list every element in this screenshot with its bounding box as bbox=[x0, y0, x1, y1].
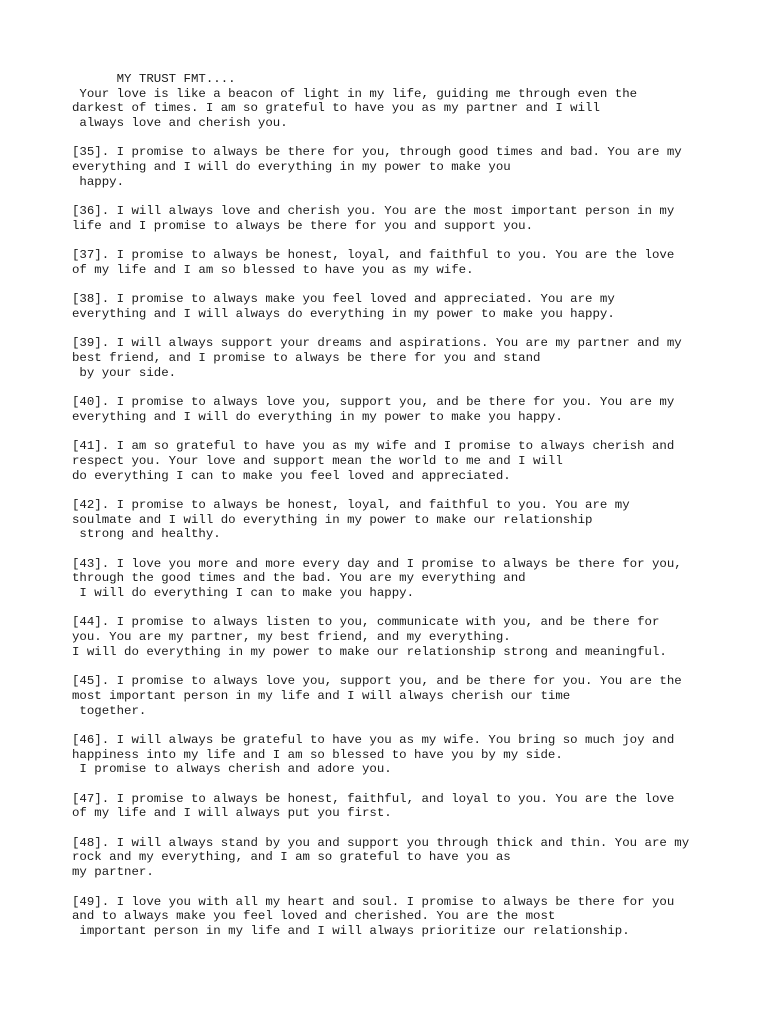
paragraph-line: [46]. I will always be grateful to have you as my wife. You bring so much joy and bbox=[72, 732, 675, 747]
paragraph-line: you. You are my partner, my best friend, and my everything. bbox=[72, 630, 511, 645]
paragraph-line: my partner. bbox=[72, 865, 154, 880]
paragraph-line: [48]. I will always stand by you and support you through thick and thin. You are my bbox=[72, 835, 690, 850]
document-title: MY TRUST FMT.... bbox=[72, 72, 236, 86]
paragraph-42 bbox=[72, 498, 712, 542]
paragraph-line: soulmate and I will do everything in my power to make our relationship bbox=[72, 512, 593, 527]
paragraph-line: I promise to always cherish and adore you. bbox=[72, 762, 392, 777]
paragraph-line: life and I promise to always be there for you and support you. bbox=[72, 218, 534, 233]
paragraph-line: everything and I will always do everything in my power to make you happy. bbox=[72, 307, 615, 321]
paragraph-35 bbox=[72, 145, 712, 189]
paragraph-36 bbox=[72, 204, 712, 233]
paragraph-line: and to always make you feel loved and cherished. You are the most bbox=[72, 909, 556, 924]
paragraph-40 bbox=[72, 395, 712, 424]
paragraph-43 bbox=[72, 557, 712, 601]
paragraph-38 bbox=[72, 292, 712, 321]
intro-line: always love and cherish you. bbox=[72, 116, 288, 131]
paragraph-line: everything and I will do everything in my power to make you bbox=[72, 160, 511, 175]
paragraph-line: I will do everything I can to make you happy. bbox=[72, 586, 415, 601]
paragraph-48 bbox=[72, 836, 712, 880]
paragraph-line: [43]. I love you more and more every day and I promise to always be there for you, bbox=[72, 556, 682, 571]
paragraph-39 bbox=[72, 336, 712, 380]
paragraph-line: [37]. I promise to always be honest, loyal, and faithful to you. You are the love bbox=[72, 248, 675, 263]
paragraph-line: [41]. I am so grateful to have you as my wife and I promise to always cherish and bbox=[72, 439, 675, 454]
paragraph-line: important person in my life and I will always prioritize our relationship. bbox=[72, 923, 630, 938]
paragraph-line: rock and my everything, and I am so grateful to have you as bbox=[72, 850, 511, 865]
paragraph-line: I will do everything in my power to make our relationship strong and meaningful. bbox=[72, 644, 667, 659]
paragraph-line: through the good times and the bad. You are my everything and bbox=[72, 571, 526, 586]
paragraph-line: by your side. bbox=[72, 365, 177, 380]
paragraph-line: everything and I will do everything in my power to make you happy. bbox=[72, 409, 563, 424]
paragraph-line: of my life and I will always put you first. bbox=[72, 806, 392, 821]
intro-line: darkest of times. I am so grateful to have you as my partner and I will bbox=[72, 101, 600, 116]
paragraph-41 bbox=[72, 439, 712, 483]
paragraph-line: happiness into my life and I am so blessed to have you by my side. bbox=[72, 747, 563, 762]
intro-block bbox=[72, 72, 712, 131]
paragraph-line: do everything I can to make you feel loved and appreciated. bbox=[72, 468, 511, 483]
paragraph-line: of my life and I am so blessed to have you as my wife. bbox=[72, 262, 474, 277]
paragraph-line: together. bbox=[72, 703, 147, 718]
paragraph-line: [35]. I promise to always be there for you, through good times and bad. You are my bbox=[72, 145, 682, 160]
paragraph-49 bbox=[72, 895, 712, 939]
paragraph-line: best friend, and I promise to always be there for you and stand bbox=[72, 351, 541, 366]
paragraph-46 bbox=[72, 733, 712, 777]
paragraph-line: [49]. I love you with all my heart and soul. I promise to always be there for you bbox=[72, 894, 675, 909]
paragraph-line: [42]. I promise to always be honest, loyal, and faithful to you. You are my bbox=[72, 497, 630, 512]
paragraph-line: respect you. Your love and support mean the world to me and I will bbox=[72, 453, 563, 468]
paragraph-44 bbox=[72, 615, 712, 659]
paragraph-47 bbox=[72, 792, 712, 821]
paragraph-line: [45]. I promise to always love you, support you, and be there for you. You are the bbox=[72, 674, 682, 689]
paragraph-line: [44]. I promise to always listen to you, communicate with you, and be there for bbox=[72, 615, 660, 630]
paragraph-45 bbox=[72, 674, 712, 718]
intro-line: Your love is like a beacon of light in my life, guiding me through even the bbox=[72, 86, 638, 101]
paragraph-line: happy. bbox=[72, 174, 125, 189]
paragraph-line: [36]. I will always love and cherish you. You are the most important person in my bbox=[72, 204, 675, 219]
document-page bbox=[72, 72, 712, 953]
paragraph-line: strong and healthy. bbox=[72, 527, 221, 542]
paragraph-line: [47]. I promise to always be honest, faithful, and loyal to you. You are the love bbox=[72, 791, 675, 806]
paragraph-line: [40]. I promise to always love you, support you, and be there for you. You are my bbox=[72, 395, 675, 410]
paragraph-37 bbox=[72, 248, 712, 277]
paragraph-line: most important person in my life and I will always cherish our time bbox=[72, 688, 571, 703]
paragraph-line: [38]. I promise to always make you feel loved and appreciated. You are my bbox=[72, 292, 615, 307]
paragraph-line: [39]. I will always support your dreams and aspirations. You are my partner and my bbox=[72, 336, 682, 351]
